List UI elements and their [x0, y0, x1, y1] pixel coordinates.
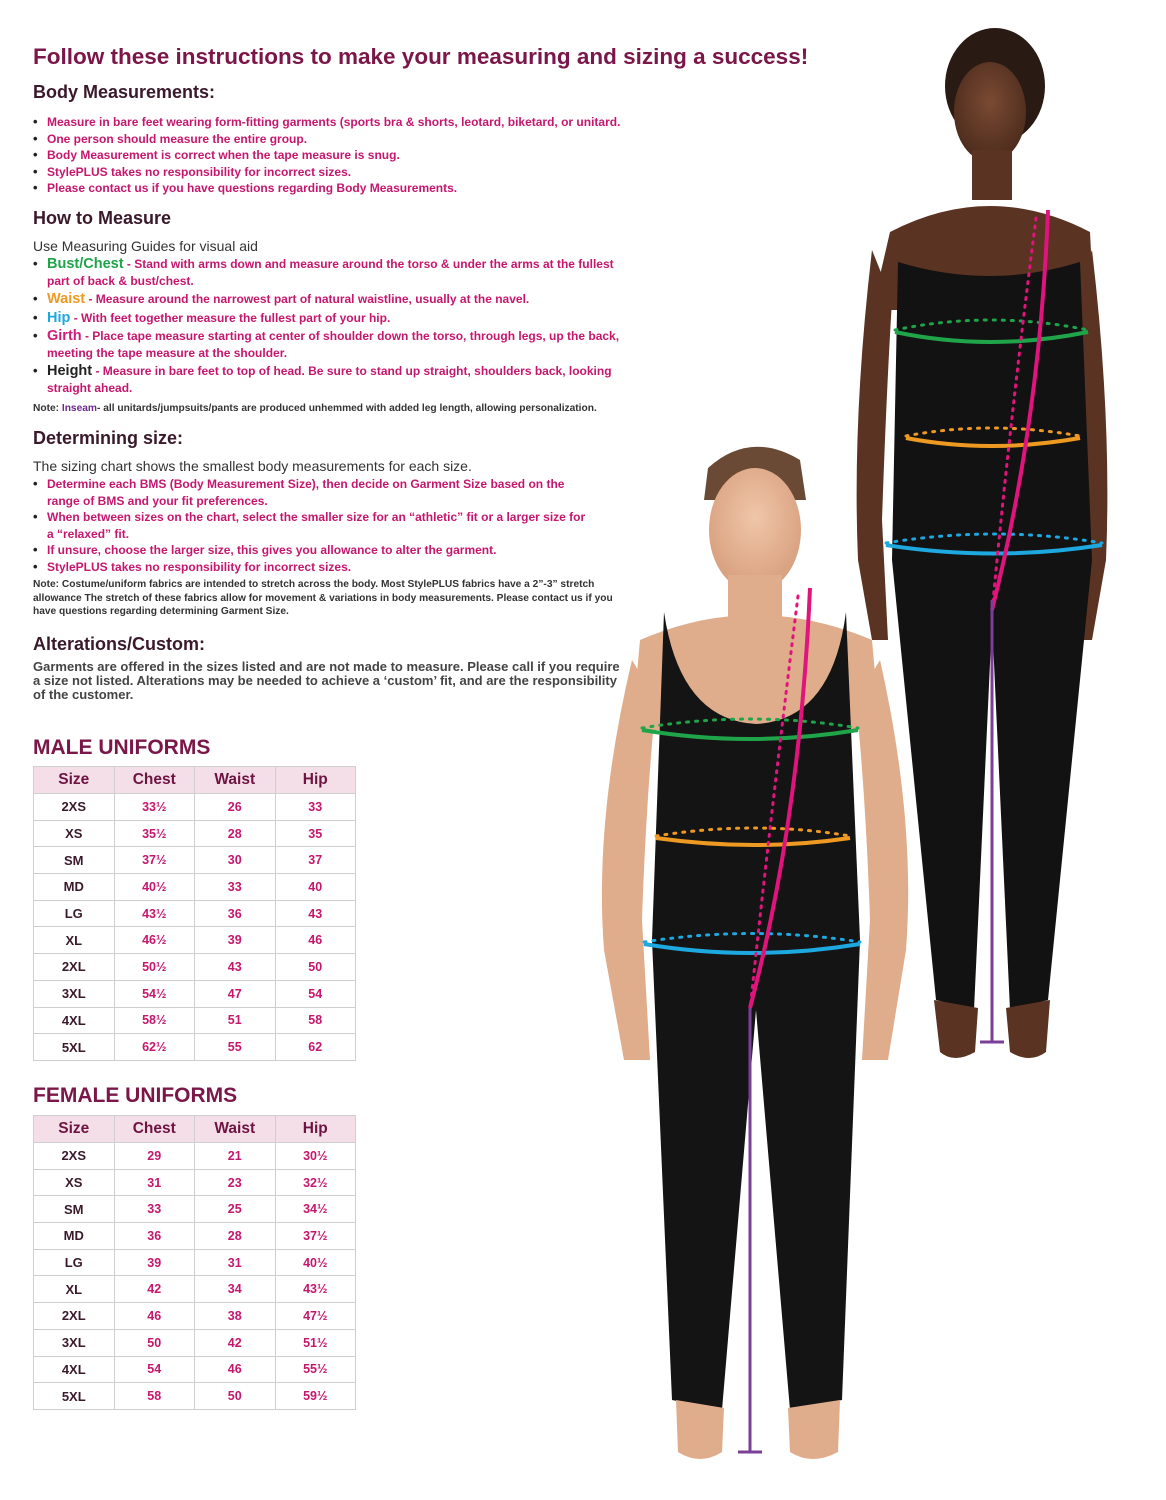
page-title: Follow these instructions to make your measuring and sizing a success! — [33, 44, 809, 69]
measurement-cell: 54½ — [114, 980, 195, 1007]
table-row — [34, 1223, 356, 1250]
size-cell: XL — [34, 1276, 115, 1303]
list-item — [47, 328, 637, 361]
list-item: • One person should measure the entire group. — [47, 131, 667, 148]
hip-text: - With feet together measure the fullest part of your hip. — [70, 310, 391, 325]
measurement-cell: 47½ — [275, 1303, 356, 1330]
how-to-measure-list — [33, 256, 637, 398]
male-table-title: MALE UNIFORMS — [33, 736, 211, 759]
height-text: - Measure in bare feet to top of head. Be sure to stand up straight, shoulders back, looking straight ahead. — [47, 364, 612, 395]
measurement-cell: 35½ — [114, 820, 195, 847]
size-cell: 2XL — [34, 954, 115, 981]
size-cell: MD — [34, 1223, 115, 1250]
column-header: Chest — [114, 767, 195, 794]
size-cell: SM — [34, 847, 115, 874]
measurement-cell: 58 — [275, 1007, 356, 1034]
table-row — [34, 1356, 356, 1383]
how-to-measure-heading: How to Measure — [33, 208, 172, 228]
measurement-cell: 42 — [114, 1276, 195, 1303]
measurement-cell: 35 — [275, 820, 356, 847]
measurement-cell: 62½ — [114, 1034, 195, 1061]
table-row — [34, 1169, 356, 1196]
how-to-measure-intro: Use Measuring Guides for visual aid — [33, 238, 258, 254]
measurement-cell: 40½ — [275, 1249, 356, 1276]
girth-text: - Place tape measure starting at center of shoulder down the torso, through legs, up the back, meeting the tape measure at the shoulder. — [47, 329, 620, 360]
measurement-cell: 25 — [195, 1196, 276, 1223]
list-item: • Measure in bare feet wearing form-fitting garments (sports bra & shorts, leotard, biketard, or unitard. — [47, 114, 667, 131]
measurement-cell: 62 — [275, 1034, 356, 1061]
measurement-cell: 36 — [114, 1223, 195, 1250]
alterations-heading: Alterations/Custom: — [33, 634, 206, 654]
measurement-cell: 43½ — [114, 900, 195, 927]
measurement-cell: 38 — [195, 1303, 276, 1330]
list-item: • Please contact us if you have questions regarding Body Measurements. — [47, 180, 667, 197]
column-header: Chest — [114, 1116, 195, 1143]
measurement-cell: 58½ — [114, 1007, 195, 1034]
measurement-cell: 23 — [195, 1169, 276, 1196]
list-item — [47, 363, 637, 396]
size-cell: LG — [34, 900, 115, 927]
measurement-cell: 46 — [195, 1356, 276, 1383]
measurement-cell: 37 — [275, 847, 356, 874]
measurement-cell: 54 — [275, 980, 356, 1007]
measurement-cell: 46 — [275, 927, 356, 954]
measurement-cell: 37½ — [114, 847, 195, 874]
column-header: Hip — [275, 767, 356, 794]
measurement-cell: 34 — [195, 1276, 276, 1303]
size-cell: 2XS — [34, 1143, 115, 1170]
alterations-text: Garments are offered in the sizes listed and are not made to measure. Please call if you require a size not listed. Alterations may be needed to achieve a ‘custom’ fit, and are the responsibility of the customer. — [33, 659, 620, 702]
measurement-cell: 43 — [275, 900, 356, 927]
determining-size-list — [33, 476, 587, 575]
determining-size-intro: The sizing chart shows the smallest body measurements for each size. — [33, 458, 472, 474]
female-table-title: FEMALE UNIFORMS — [33, 1084, 238, 1107]
measurement-cell: 37½ — [275, 1223, 356, 1250]
list-item: • Determine each BMS (Body Measurement Size), then decide on Garment Size based on the range of BMS and your fit preferences. — [47, 476, 587, 509]
list-item — [47, 310, 637, 327]
stretch-note: Note: Costume/uniform fabrics are intended to stretch across the body. Most StylePLUS fabrics have a 2”-3” stretch allowance The stretch of these fabrics allow for movement & variations in body measurements. Please contact us if you have questions regarding determining Garment Size. — [33, 579, 613, 617]
table-row — [34, 1329, 356, 1356]
measurement-cell: 50 — [195, 1383, 276, 1410]
male-size-table — [33, 766, 356, 1061]
measurement-cell: 36 — [195, 900, 276, 927]
measurement-cell: 47 — [195, 980, 276, 1007]
measuring-guide-illustration — [560, 0, 1166, 1500]
inseam-highlight: Inseam — [61, 403, 97, 414]
table-row — [34, 1383, 356, 1410]
size-cell: 2XS — [34, 794, 115, 821]
measurement-cell: 30 — [195, 847, 276, 874]
measurement-cell: 51½ — [275, 1329, 356, 1356]
column-header: Size — [34, 767, 115, 794]
note-prefix: Note: — [33, 403, 62, 414]
size-cell: LG — [34, 1249, 115, 1276]
measurement-cell: 30½ — [275, 1143, 356, 1170]
table-row — [34, 794, 356, 821]
determining-size-heading: Determining size: — [33, 428, 184, 448]
measurement-cell: 50 — [275, 954, 356, 981]
measurement-cell: 43 — [195, 954, 276, 981]
height-label: Height — [47, 363, 93, 379]
measurement-cell: 40½ — [114, 874, 195, 901]
size-cell: 3XL — [34, 980, 115, 1007]
column-header: Size — [34, 1116, 115, 1143]
column-header: Waist — [195, 1116, 276, 1143]
table-row — [34, 874, 356, 901]
measurement-cell: 58 — [114, 1383, 195, 1410]
table-row — [34, 1249, 356, 1276]
hip-label: Hip — [47, 309, 71, 326]
bust-chest-text: - Stand with arms down and measure around the torso & under the arms at the fullest part of back & bust/chest. — [47, 257, 614, 288]
table-row — [34, 847, 356, 874]
table-row — [34, 980, 356, 1007]
measurement-cell: 21 — [195, 1143, 276, 1170]
size-cell: 5XL — [34, 1034, 115, 1061]
measurement-cell: 43½ — [275, 1276, 356, 1303]
body-measurements-heading: Body Measurements: — [33, 82, 216, 102]
table-row — [34, 1143, 356, 1170]
measurement-cell: 28 — [195, 820, 276, 847]
measurement-cell: 31 — [195, 1249, 276, 1276]
measurement-cell: 28 — [195, 1223, 276, 1250]
size-cell: 4XL — [34, 1356, 115, 1383]
size-cell: 3XL — [34, 1329, 115, 1356]
size-cell: 4XL — [34, 1007, 115, 1034]
waist-text: - Measure around the narrowest part of natural waistline, usually at the navel. — [85, 292, 530, 306]
measurement-cell: 50½ — [114, 954, 195, 981]
table-row — [34, 1303, 356, 1330]
list-item — [47, 291, 637, 308]
measurement-cell: 59½ — [275, 1383, 356, 1410]
female-size-table — [33, 1115, 356, 1410]
size-cell: XS — [34, 1169, 115, 1196]
measurement-cell: 31 — [114, 1169, 195, 1196]
measurement-cell: 55½ — [275, 1356, 356, 1383]
measurement-cell: 39 — [195, 927, 276, 954]
table-row — [34, 1196, 356, 1223]
measurement-cell: 55 — [195, 1034, 276, 1061]
list-item: • StylePLUS takes no responsibility for incorrect sizes. — [47, 559, 587, 576]
measurement-cell: 26 — [195, 794, 276, 821]
table-row — [34, 927, 356, 954]
measurement-cell: 33 — [195, 874, 276, 901]
list-item: • If unsure, choose the larger size, this gives you allowance to alter the garment. — [47, 542, 587, 559]
size-cell: XS — [34, 820, 115, 847]
table-row — [34, 1007, 356, 1034]
measurement-cell: 46½ — [114, 927, 195, 954]
column-header: Waist — [195, 767, 276, 794]
measurement-cell: 32½ — [275, 1169, 356, 1196]
column-header: Hip — [275, 1116, 356, 1143]
table-header-row — [34, 1116, 356, 1143]
measurement-cell: 34½ — [275, 1196, 356, 1223]
size-cell: MD — [34, 874, 115, 901]
measurement-cell: 33 — [114, 1196, 195, 1223]
measurement-cell: 40 — [275, 874, 356, 901]
table-row — [34, 1034, 356, 1061]
list-item — [47, 256, 637, 289]
measurement-cell: 42 — [195, 1329, 276, 1356]
table-row — [34, 900, 356, 927]
size-cell: XL — [34, 927, 115, 954]
measurement-cell: 29 — [114, 1143, 195, 1170]
size-cell: 2XL — [34, 1303, 115, 1330]
measurement-cell: 39 — [114, 1249, 195, 1276]
size-cell: SM — [34, 1196, 115, 1223]
girth-label: Girth — [47, 328, 82, 344]
measurement-cell: 33½ — [114, 794, 195, 821]
waist-label: Waist — [47, 291, 86, 307]
measurement-cell: 46 — [114, 1303, 195, 1330]
table-row — [34, 954, 356, 981]
measurement-cell: 54 — [114, 1356, 195, 1383]
table-header-row — [34, 767, 356, 794]
list-item: • StylePLUS takes no responsibility for incorrect sizes. — [47, 164, 667, 181]
list-item: • When between sizes on the chart, select the smaller size for an “athletic” fit or a larger size for a “relaxed” fit. — [47, 509, 587, 542]
size-cell: 5XL — [34, 1383, 115, 1410]
table-row — [34, 1276, 356, 1303]
measurement-cell: 33 — [275, 794, 356, 821]
measurement-cell: 50 — [114, 1329, 195, 1356]
inseam-note-text: - all unitards/jumpsuits/pants are produced unhemmed with added leg length, allowing personalization. — [96, 403, 597, 414]
measurement-cell: 51 — [195, 1007, 276, 1034]
list-item: • Body Measurement is correct when the tape measure is snug. — [47, 147, 667, 164]
bust-chest-label: Bust/Chest — [47, 256, 124, 272]
table-row — [34, 820, 356, 847]
